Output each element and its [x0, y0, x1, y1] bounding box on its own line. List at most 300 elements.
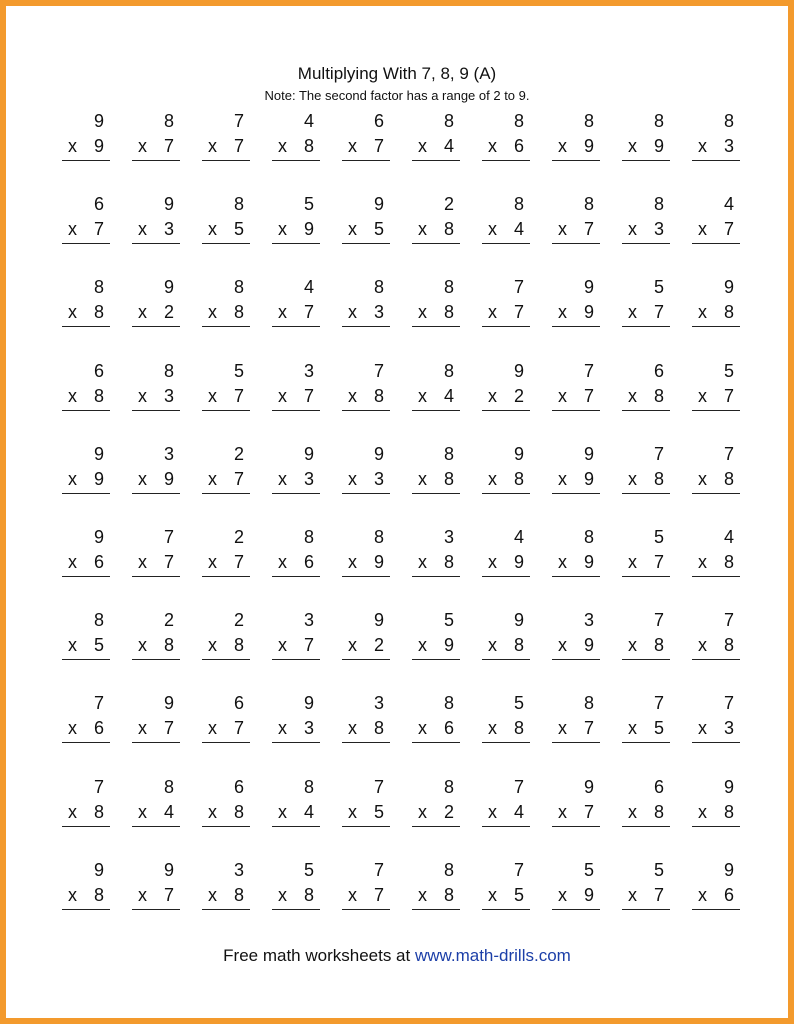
second-factor: 8: [443, 219, 454, 240]
multiply-operator: x: [348, 219, 357, 240]
problem-r4-c9: [614, 360, 670, 420]
problem-r2-c10: [684, 193, 740, 253]
multiply-operator: x: [488, 302, 497, 323]
second-factor: 7: [233, 468, 244, 489]
answer-line: [622, 909, 670, 910]
problem-r8-c3: [194, 692, 250, 752]
second-factor: 3: [723, 718, 734, 739]
first-factor: 9: [513, 610, 524, 631]
second-factor: 8: [653, 635, 664, 656]
multiply-operator: x: [698, 801, 707, 822]
first-factor: 7: [233, 111, 244, 131]
answer-line: [62, 493, 110, 494]
second-factor: 8: [443, 302, 454, 323]
first-factor: 8: [583, 194, 594, 215]
multiply-operator: x: [418, 468, 427, 489]
problem-r4-c7: [474, 360, 530, 420]
second-factor: 8: [513, 635, 524, 656]
second-factor: 5: [373, 801, 384, 822]
multiply-operator: x: [558, 718, 567, 739]
problem-r1-c7: [474, 110, 530, 170]
second-factor: 3: [723, 136, 734, 156]
problem-r9-c6: [404, 776, 460, 836]
second-factor: 7: [583, 801, 594, 822]
second-factor: 2: [163, 302, 174, 323]
second-factor: 8: [233, 635, 244, 656]
first-factor: 8: [583, 111, 594, 131]
first-factor: 3: [233, 859, 244, 880]
answer-line: [202, 160, 250, 161]
problem-r5-c7: [474, 443, 530, 503]
multiply-operator: x: [138, 884, 147, 905]
multiply-operator: x: [348, 302, 357, 323]
answer-line: [272, 410, 320, 411]
answer-line: [132, 909, 180, 910]
problem-r5-c2: [124, 443, 180, 503]
first-factor: 8: [583, 527, 594, 547]
answer-line: [342, 243, 390, 244]
problem-r3-c6: [404, 276, 460, 336]
first-factor: 8: [233, 277, 244, 298]
multiply-operator: x: [558, 219, 567, 240]
first-factor: 5: [723, 360, 734, 381]
second-factor: 7: [163, 884, 174, 905]
problem-r6-c4: [264, 526, 320, 586]
second-factor: 9: [93, 468, 104, 489]
first-factor: 6: [93, 360, 104, 381]
first-factor: 9: [723, 859, 734, 880]
second-factor: 9: [163, 468, 174, 489]
second-factor: 8: [233, 801, 244, 822]
problem-r7-c9: [614, 609, 670, 669]
multiply-operator: x: [208, 468, 217, 489]
first-factor: 5: [653, 277, 664, 298]
first-factor: 8: [93, 277, 104, 298]
second-factor: 7: [513, 302, 524, 323]
answer-line: [272, 909, 320, 910]
second-factor: 9: [583, 884, 594, 905]
multiply-operator: x: [208, 718, 217, 739]
multiply-operator: x: [138, 385, 147, 406]
second-factor: 9: [93, 136, 104, 156]
multiply-operator: x: [348, 385, 357, 406]
answer-line: [132, 576, 180, 577]
multiply-operator: x: [138, 801, 147, 822]
second-factor: 9: [443, 635, 454, 656]
multiply-operator: x: [418, 801, 427, 822]
answer-line: [552, 493, 600, 494]
second-factor: 8: [723, 468, 734, 489]
second-factor: 9: [373, 552, 384, 572]
second-factor: 4: [513, 219, 524, 240]
answer-line: [62, 826, 110, 827]
answer-line: [552, 160, 600, 161]
multiply-operator: x: [208, 552, 217, 572]
answer-line: [62, 576, 110, 577]
multiply-operator: x: [558, 635, 567, 656]
problem-r3-c10: [684, 276, 740, 336]
multiply-operator: x: [278, 385, 287, 406]
multiply-operator: x: [418, 302, 427, 323]
multiply-operator: x: [68, 552, 77, 572]
multiply-operator: x: [278, 302, 287, 323]
multiply-operator: x: [698, 219, 707, 240]
second-factor: 3: [653, 219, 664, 240]
problem-r2-c6: [404, 193, 460, 253]
problem-r5-c10: [684, 443, 740, 503]
second-factor: 8: [93, 801, 104, 822]
first-factor: 7: [653, 693, 664, 714]
multiply-operator: x: [698, 385, 707, 406]
first-factor: 8: [443, 776, 454, 797]
multiply-operator: x: [68, 385, 77, 406]
first-factor: 4: [723, 194, 734, 215]
answer-line: [622, 659, 670, 660]
problem-r10-c6: [404, 859, 460, 919]
problem-r9-c2: [124, 776, 180, 836]
problem-r4-c3: [194, 360, 250, 420]
second-factor: 4: [443, 136, 454, 156]
problem-r1-c2: [124, 110, 180, 170]
answer-line: [622, 410, 670, 411]
footer-link[interactable]: www.math-drills.com: [414, 946, 571, 965]
first-factor: 9: [303, 693, 314, 714]
problem-r9-c8: [544, 776, 600, 836]
second-factor: 8: [653, 468, 664, 489]
problem-r2-c4: [264, 193, 320, 253]
problem-r10-c7: [474, 859, 530, 919]
multiply-operator: x: [628, 302, 637, 323]
problem-r10-c9: [614, 859, 670, 919]
multiply-operator: x: [698, 884, 707, 905]
multiply-operator: x: [208, 884, 217, 905]
second-factor: 3: [373, 468, 384, 489]
second-factor: 7: [723, 385, 734, 406]
first-factor: 8: [653, 194, 664, 215]
first-factor: 9: [163, 859, 174, 880]
answer-line: [342, 410, 390, 411]
multiply-operator: x: [628, 635, 637, 656]
problem-r7-c8: [544, 609, 600, 669]
problem-r5-c5: [334, 443, 390, 503]
answer-line: [202, 243, 250, 244]
multiply-operator: x: [138, 635, 147, 656]
answer-line: [692, 909, 740, 910]
problem-r7-c6: [404, 609, 460, 669]
multiply-operator: x: [348, 718, 357, 739]
first-factor: 2: [163, 610, 174, 631]
multiply-operator: x: [208, 635, 217, 656]
second-factor: 7: [373, 884, 384, 905]
multiply-operator: x: [278, 635, 287, 656]
multiply-operator: x: [278, 884, 287, 905]
first-factor: 7: [373, 776, 384, 797]
multiply-operator: x: [278, 801, 287, 822]
first-factor: 2: [233, 443, 244, 464]
problem-r2-c1: [54, 193, 110, 253]
answer-line: [202, 576, 250, 577]
second-factor: 7: [583, 385, 594, 406]
second-factor: 7: [233, 385, 244, 406]
multiply-operator: x: [138, 468, 147, 489]
answer-line: [692, 243, 740, 244]
first-factor: 7: [163, 527, 174, 547]
second-factor: 8: [653, 801, 664, 822]
multiply-operator: x: [68, 635, 77, 656]
first-factor: 9: [583, 776, 594, 797]
second-factor: 2: [513, 385, 524, 406]
answer-line: [482, 826, 530, 827]
answer-line: [622, 243, 670, 244]
answer-line: [202, 493, 250, 494]
second-factor: 4: [513, 801, 524, 822]
second-factor: 8: [723, 552, 734, 572]
problem-r7-c3: [194, 609, 250, 669]
answer-line: [482, 742, 530, 743]
second-factor: 5: [653, 718, 664, 739]
problem-r10-c5: [334, 859, 390, 919]
multiply-operator: x: [68, 136, 77, 156]
first-factor: 4: [513, 527, 524, 547]
answer-line: [692, 410, 740, 411]
problem-r8-c5: [334, 692, 390, 752]
problem-r5-c8: [544, 443, 600, 503]
second-factor: 6: [513, 136, 524, 156]
first-factor: 7: [583, 360, 594, 381]
multiply-operator: x: [488, 385, 497, 406]
first-factor: 6: [233, 776, 244, 797]
problem-r1-c4: [264, 110, 320, 170]
multiply-operator: x: [348, 136, 357, 156]
answer-line: [412, 742, 460, 743]
multiply-operator: x: [418, 385, 427, 406]
first-factor: 7: [653, 443, 664, 464]
problem-r6-c1: [54, 526, 110, 586]
problem-r9-c5: [334, 776, 390, 836]
multiply-operator: x: [628, 801, 637, 822]
problem-r10-c1: [54, 859, 110, 919]
multiply-operator: x: [278, 468, 287, 489]
problem-r4-c5: [334, 360, 390, 420]
answer-line: [272, 659, 320, 660]
problem-r8-c2: [124, 692, 180, 752]
problem-r8-c8: [544, 692, 600, 752]
answer-line: [622, 493, 670, 494]
first-factor: 6: [653, 776, 664, 797]
multiply-operator: x: [628, 219, 637, 240]
second-factor: 8: [93, 385, 104, 406]
multiply-operator: x: [138, 136, 147, 156]
problem-r5-c6: [404, 443, 460, 503]
multiply-operator: x: [138, 552, 147, 572]
problem-r1-c1: [54, 110, 110, 170]
second-factor: 2: [443, 801, 454, 822]
answer-line: [62, 742, 110, 743]
problem-r7-c1: [54, 609, 110, 669]
answer-line: [342, 493, 390, 494]
problem-r10-c4: [264, 859, 320, 919]
second-factor: 9: [583, 302, 594, 323]
multiply-operator: x: [628, 468, 637, 489]
problem-r2-c8: [544, 193, 600, 253]
answer-line: [692, 826, 740, 827]
answer-line: [132, 160, 180, 161]
problem-r2-c7: [474, 193, 530, 253]
multiply-operator: x: [628, 718, 637, 739]
problem-r4-c8: [544, 360, 600, 420]
second-factor: 3: [373, 302, 384, 323]
second-factor: 7: [93, 219, 104, 240]
first-factor: 9: [93, 443, 104, 464]
first-factor: 3: [373, 693, 384, 714]
first-factor: 8: [303, 776, 314, 797]
multiply-operator: x: [488, 635, 497, 656]
answer-line: [412, 493, 460, 494]
multiply-operator: x: [698, 302, 707, 323]
answer-line: [692, 742, 740, 743]
first-factor: 2: [233, 527, 244, 547]
answer-line: [62, 659, 110, 660]
problem-r8-c7: [474, 692, 530, 752]
footer: [6, 946, 788, 966]
answer-line: [342, 160, 390, 161]
answer-line: [482, 243, 530, 244]
multiply-operator: x: [628, 385, 637, 406]
first-factor: 8: [443, 693, 454, 714]
second-factor: 8: [443, 468, 454, 489]
second-factor: 3: [303, 468, 314, 489]
multiply-operator: x: [488, 219, 497, 240]
first-factor: 9: [163, 693, 174, 714]
answer-line: [202, 742, 250, 743]
answer-line: [132, 326, 180, 327]
problem-r7-c7: [474, 609, 530, 669]
multiply-operator: x: [628, 884, 637, 905]
problem-r3-c1: [54, 276, 110, 336]
answer-line: [342, 326, 390, 327]
multiply-operator: x: [348, 552, 357, 572]
second-factor: 8: [443, 552, 454, 572]
problem-r8-c6: [404, 692, 460, 752]
first-factor: 3: [163, 443, 174, 464]
answer-line: [272, 160, 320, 161]
problem-r9-c3: [194, 776, 250, 836]
second-factor: 9: [583, 136, 594, 156]
multiply-operator: x: [348, 884, 357, 905]
answer-line: [342, 659, 390, 660]
problem-r7-c5: [334, 609, 390, 669]
first-factor: 8: [93, 610, 104, 631]
answer-line: [412, 909, 460, 910]
multiply-operator: x: [488, 552, 497, 572]
problem-r9-c9: [614, 776, 670, 836]
problem-r5-c3: [194, 443, 250, 503]
first-factor: 9: [93, 527, 104, 547]
problem-r6-c2: [124, 526, 180, 586]
second-factor: 9: [583, 635, 594, 656]
answer-line: [62, 160, 110, 161]
first-factor: 5: [443, 610, 454, 631]
multiply-operator: x: [208, 801, 217, 822]
second-factor: 8: [93, 302, 104, 323]
answer-line: [482, 326, 530, 327]
second-factor: 8: [93, 884, 104, 905]
answer-line: [272, 243, 320, 244]
answer-line: [62, 243, 110, 244]
multiply-operator: x: [418, 136, 427, 156]
second-factor: 7: [583, 718, 594, 739]
problem-r8-c10: [684, 692, 740, 752]
multiply-operator: x: [698, 136, 707, 156]
second-factor: 8: [373, 718, 384, 739]
answer-line: [412, 826, 460, 827]
first-factor: 5: [513, 693, 524, 714]
problem-r1-c9: [614, 110, 670, 170]
second-factor: 7: [583, 219, 594, 240]
second-factor: 5: [373, 219, 384, 240]
first-factor: 7: [723, 693, 734, 714]
second-factor: 8: [303, 136, 314, 156]
first-factor: 8: [443, 277, 454, 298]
second-factor: 6: [303, 552, 314, 572]
answer-line: [342, 742, 390, 743]
first-factor: 8: [163, 111, 174, 131]
second-factor: 9: [513, 552, 524, 572]
first-factor: 7: [653, 610, 664, 631]
problem-r9-c7: [474, 776, 530, 836]
answer-line: [622, 160, 670, 161]
problem-r2-c5: [334, 193, 390, 253]
first-factor: 6: [653, 360, 664, 381]
first-factor: 7: [513, 859, 524, 880]
problem-r6-c10: [684, 526, 740, 586]
multiply-operator: x: [418, 884, 427, 905]
problem-r4-c1: [54, 360, 110, 420]
first-factor: 7: [723, 610, 734, 631]
first-factor: 7: [373, 360, 384, 381]
first-factor: 7: [93, 776, 104, 797]
problem-r5-c4: [264, 443, 320, 503]
problem-r3-c5: [334, 276, 390, 336]
first-factor: 8: [163, 360, 174, 381]
answer-line: [482, 576, 530, 577]
answer-line: [342, 909, 390, 910]
second-factor: 9: [303, 219, 314, 240]
first-factor: 8: [583, 693, 594, 714]
answer-line: [342, 826, 390, 827]
worksheet-note: Note: The second factor has a range of 2 to 9.: [264, 88, 530, 103]
problem-r2-c3: [194, 193, 250, 253]
first-factor: 9: [583, 443, 594, 464]
problem-r8-c4: [264, 692, 320, 752]
problem-r3-c2: [124, 276, 180, 336]
problem-r10-c8: [544, 859, 600, 919]
multiply-operator: x: [68, 468, 77, 489]
first-factor: 3: [443, 527, 454, 547]
problem-r7-c10: [684, 609, 740, 669]
second-factor: 8: [513, 718, 524, 739]
answer-line: [482, 659, 530, 660]
multiply-operator: x: [558, 136, 567, 156]
problem-r1-c3: [194, 110, 250, 170]
first-factor: 8: [443, 360, 454, 381]
multiply-operator: x: [628, 136, 637, 156]
first-factor: 3: [303, 610, 314, 631]
first-factor: 9: [373, 610, 384, 631]
answer-line: [202, 659, 250, 660]
second-factor: 6: [93, 718, 104, 739]
worksheet-title: Multiplying With 7, 8, 9 (A): [297, 64, 497, 83]
